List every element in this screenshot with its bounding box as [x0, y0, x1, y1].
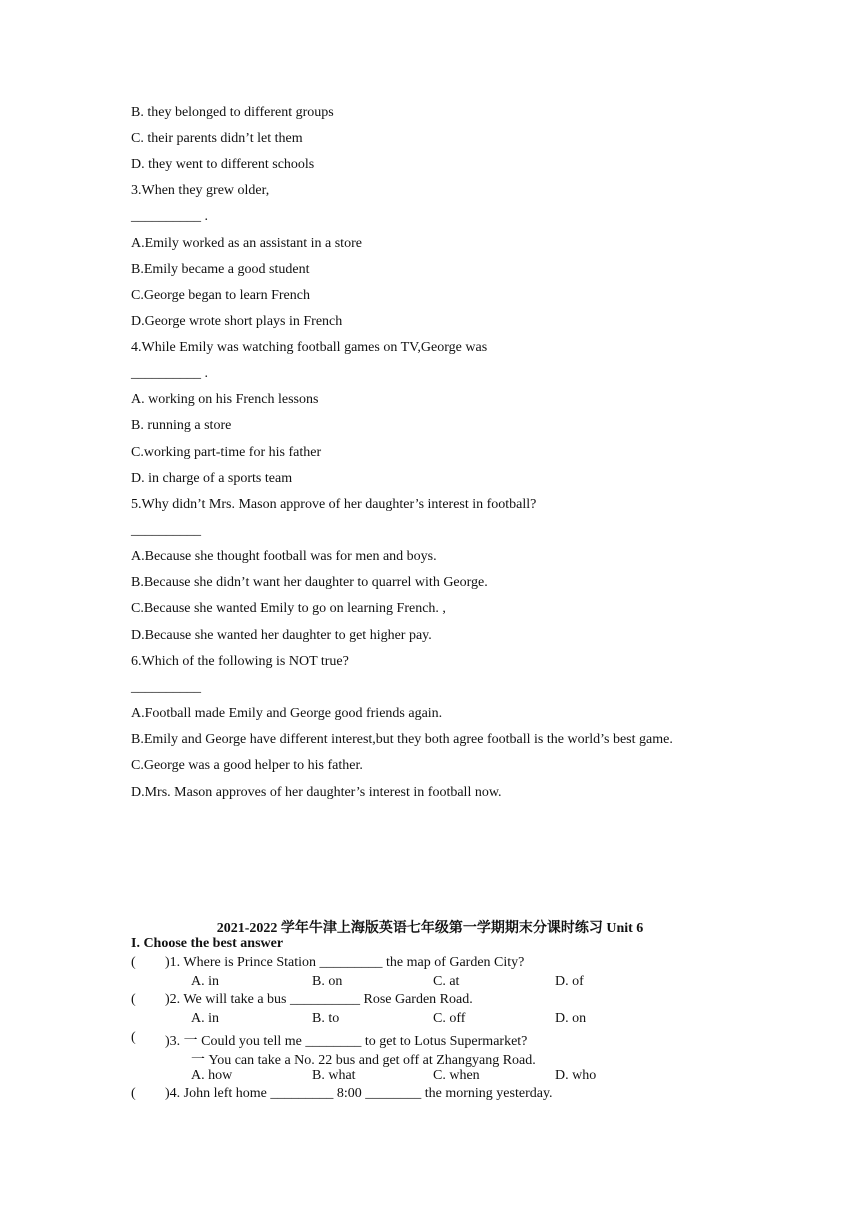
option-line: D. they went to different schools — [131, 157, 315, 172]
question-text: )4. John left home _________ 8:00 ________ the morning yesterday. — [165, 1086, 553, 1101]
answer-paren: ( — [131, 955, 136, 970]
option-line: C.Because she wanted Emily to go on learning French. , — [131, 601, 446, 616]
option-a: A. in — [191, 974, 219, 989]
option-line: C.working part-time for his father — [131, 445, 322, 460]
option-d: D. on — [555, 1011, 587, 1026]
option-line: C.George began to learn French — [131, 288, 310, 303]
answer-paren: ( — [131, 992, 136, 1007]
answer-blank: __________ — [131, 680, 201, 695]
option-line: A.Emily worked as an assistant in a store — [131, 236, 362, 251]
option-line: D.George wrote short plays in French — [131, 314, 343, 329]
question-line: 3.When they grew older, — [131, 183, 270, 198]
option-c: C. when — [433, 1068, 480, 1083]
option-d: D. who — [555, 1068, 597, 1083]
option-line: C. their parents didn’t let them — [131, 131, 303, 146]
question-line: 5.Why didn’t Mrs. Mason approve of her daughter’s interest in football? — [131, 497, 537, 512]
question-text: )3. 一 Could you tell me ________ to get to Lotus Supermarket? — [165, 1034, 528, 1049]
answer-paren: ( — [131, 1030, 136, 1045]
option-b: B. what — [312, 1068, 356, 1083]
option-line: B.Because she didn’t want her daughter to quarrel with George. — [131, 575, 488, 590]
dialogue-reply: 一 You can take a No. 22 bus and get off at Zhangyang Road. — [191, 1053, 536, 1068]
question-text: )2. We will take a bus __________ Rose Garden Road. — [165, 992, 473, 1007]
worksheet-title: 2021-2022 学年牛津上海版英语七年级第一学期期末分课时练习 Unit 6 — [216, 921, 644, 936]
option-a: A. in — [191, 1011, 219, 1026]
answer-blank: __________ . — [131, 366, 208, 381]
option-line: D.Mrs. Mason approves of her daughter’s interest in football now. — [131, 785, 502, 800]
section-heading: I. Choose the best answer — [131, 936, 284, 951]
option-line: A.Football made Emily and George good friends again. — [131, 706, 443, 721]
answer-blank: __________ — [131, 523, 201, 538]
option-c: C. at — [433, 974, 460, 989]
answer-blank: __________ . — [131, 209, 208, 224]
question-line: 4.While Emily was watching football games on TV,George was — [131, 340, 488, 355]
option-line: A. working on his French lessons — [131, 392, 319, 407]
option-line: C.George was a good helper to his father. — [131, 758, 363, 773]
option-line: B. they belonged to different groups — [131, 105, 334, 120]
option-line: B.Emily became a good student — [131, 262, 310, 277]
option-line: B.Emily and George have different interest,but they both agree football is the world’s best game. — [131, 732, 673, 747]
option-line: A.Because she thought football was for men and boys. — [131, 549, 437, 564]
option-d: D. of — [555, 974, 584, 989]
question-text: )1. Where is Prince Station _________ the map of Garden City? — [165, 955, 525, 970]
option-b: B. to — [312, 1011, 340, 1026]
option-b: B. on — [312, 974, 343, 989]
answer-paren: ( — [131, 1086, 136, 1101]
option-line: B. running a store — [131, 418, 232, 433]
question-line: 6.Which of the following is NOT true? — [131, 654, 349, 669]
option-c: C. off — [433, 1011, 466, 1026]
option-line: D. in charge of a sports team — [131, 471, 293, 486]
option-a: A. how — [191, 1068, 233, 1083]
option-line: D.Because she wanted her daughter to get higher pay. — [131, 628, 432, 643]
